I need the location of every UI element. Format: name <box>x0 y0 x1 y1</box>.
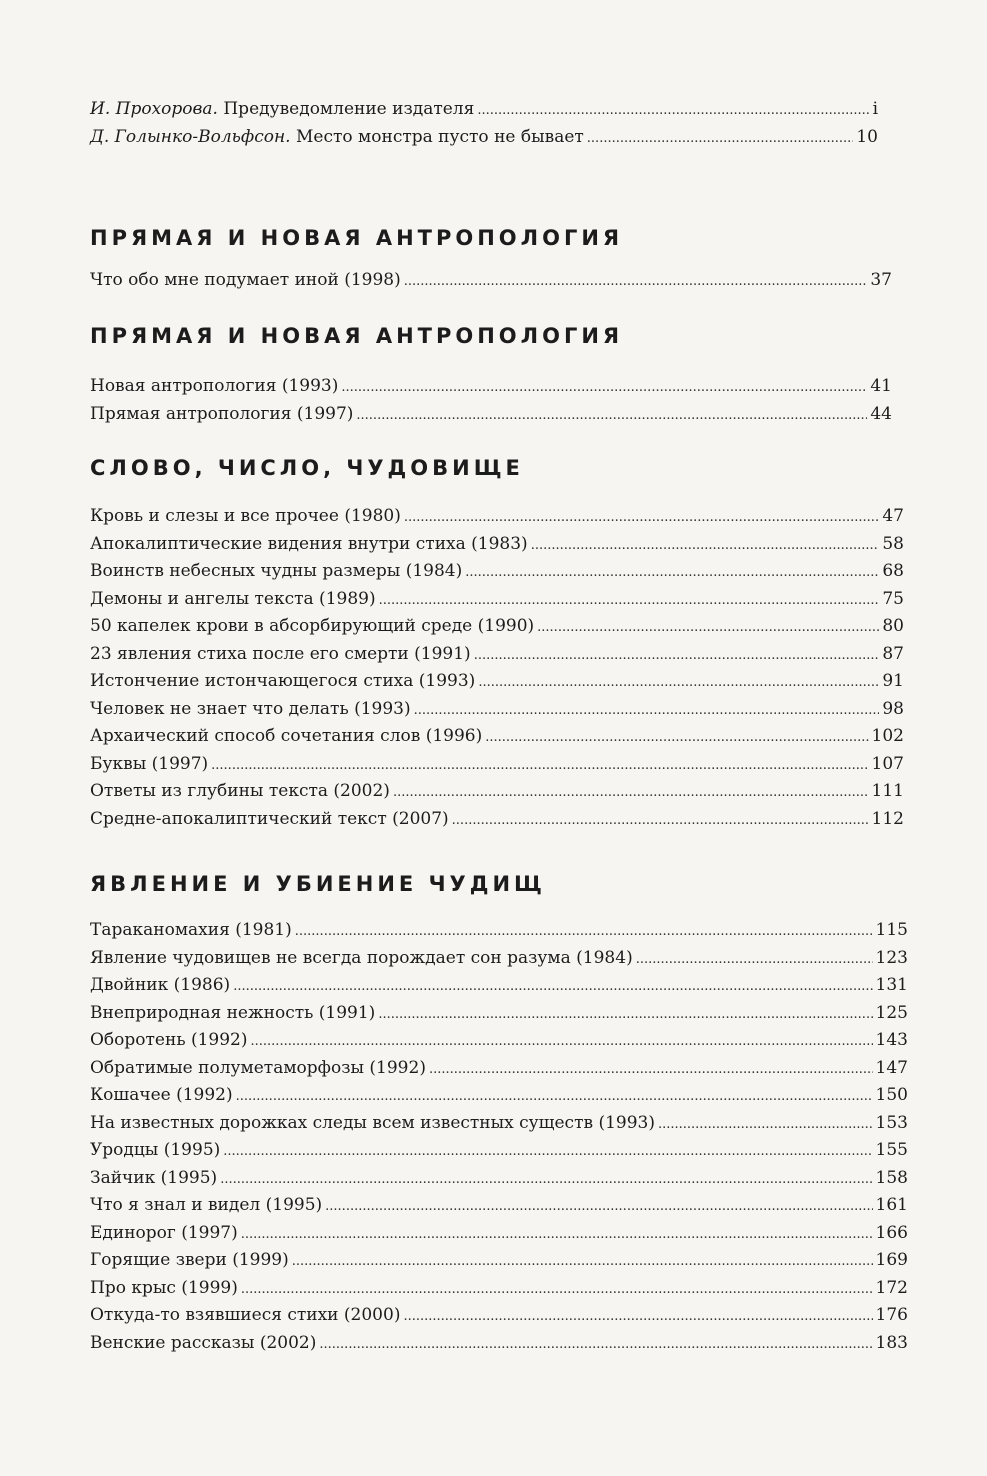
toc-entry <box>90 613 904 641</box>
entry-page: 147 <box>875 1057 908 1078</box>
dot-leader <box>220 1166 872 1194</box>
toc-entry <box>90 1220 908 1248</box>
dot-leader <box>414 697 880 725</box>
dot-leader <box>403 1303 872 1331</box>
toc-entry <box>90 503 904 531</box>
dot-leader <box>319 1331 872 1359</box>
entry-title <box>90 124 584 152</box>
entry-title: Зайчик (1995) <box>90 1167 218 1188</box>
dot-leader <box>251 1028 873 1056</box>
dot-leader <box>477 97 869 125</box>
toc-entry <box>90 778 904 806</box>
entry-page: 143 <box>875 1030 908 1050</box>
section-heading: СЛОВО, ЧИСЛО, ЧУДОВИЩЕ <box>90 456 524 480</box>
entry-title: Архаический способ сочетания слов (1996) <box>90 726 483 746</box>
entry-title: Новая антропология (1993) <box>90 376 339 396</box>
dot-leader <box>404 268 868 296</box>
entry-title: На известных дорожках следы всем известных существ (1993) <box>90 1112 655 1133</box>
entry-page: 123 <box>875 947 908 968</box>
toc-entry <box>90 401 892 429</box>
entry-title: Что обо мне подумает иной (1998) <box>90 270 401 290</box>
entry-title: 50 капелек крови в абсорбирующий среде (1990) <box>90 616 535 636</box>
entry-title: Апокалиптические видения внутри стиха (1983) <box>90 533 528 554</box>
toc-section <box>90 223 892 295</box>
entry-title: Венские рассказы (2002) <box>90 1332 317 1353</box>
entry-page: 91 <box>882 671 904 691</box>
entry-page: i <box>872 99 878 119</box>
toc-entry <box>90 531 904 559</box>
entry-title: 23 явления стиха после его смерти (1991) <box>90 643 471 664</box>
section-heading: ПРЯМАЯ И НОВАЯ АНТРОПОЛОГИЯ <box>90 324 624 348</box>
entry-page: 98 <box>882 698 904 719</box>
toc-entry <box>90 641 904 669</box>
entry-title: Кровь и слезы и все прочее (1980) <box>90 506 401 526</box>
entry-title: Истончение истончающегося стиха (1993) <box>90 671 476 691</box>
toc-entry <box>90 696 904 724</box>
entry-title: Ответы из глубины текста (2002) <box>90 781 390 801</box>
entry-page: 172 <box>875 1277 908 1298</box>
toc-entry <box>90 1000 908 1028</box>
entry-title: Прямая антропология (1997) <box>90 403 354 424</box>
entry-title: Буквы (1997) <box>90 753 209 774</box>
entry-page: 37 <box>870 270 892 290</box>
entry-page: 107 <box>871 753 904 774</box>
entry-title: Средне-апокалиптический текст (2007) <box>90 808 449 829</box>
entry-title: Воинств небесных чудны размеры (1984) <box>90 561 463 581</box>
entry-page: 111 <box>871 781 904 801</box>
entry-title: Горящие звери (1999) <box>90 1250 289 1270</box>
dot-leader <box>485 724 868 752</box>
toc-entry <box>90 1137 908 1165</box>
toc-entry <box>90 972 908 1000</box>
dot-leader <box>325 1193 872 1221</box>
toc-entry <box>90 723 904 751</box>
dot-leader <box>241 1221 873 1249</box>
dot-leader <box>474 642 880 670</box>
entry-page: 41 <box>870 376 892 396</box>
section-heading: ПРЯМАЯ И НОВАЯ АНТРОПОЛОГИЯ <box>90 226 624 250</box>
dot-leader <box>658 1111 873 1139</box>
entry-page: 169 <box>875 1250 908 1270</box>
entry-page: 176 <box>875 1305 908 1325</box>
entry-title: Оборотень (1992) <box>90 1030 248 1050</box>
toc-entry <box>90 267 892 295</box>
section-heading: ЯВЛЕНИЕ И УБИЕНИЕ ЧУДИЩ <box>90 872 546 896</box>
toc-entry <box>90 1165 908 1193</box>
entry-page: 166 <box>875 1222 908 1243</box>
entry-title: Демоны и ангелы текста (1989) <box>90 588 376 609</box>
entry-title: Кошачее (1992) <box>90 1085 233 1105</box>
entry-author: Д. Голынко-Вольфсон. <box>90 126 291 147</box>
entry-page: 87 <box>882 643 904 664</box>
entry-text: Предуведомление издателя <box>217 99 475 119</box>
entry-page: 125 <box>875 1002 908 1023</box>
entry-page: 10 <box>856 126 878 147</box>
toc-entry <box>90 751 904 779</box>
toc-entry <box>90 1302 908 1330</box>
dot-leader <box>393 779 869 807</box>
dot-leader <box>537 614 879 642</box>
entry-page: 161 <box>875 1195 908 1215</box>
toc-entry <box>90 124 878 152</box>
entry-page: 115 <box>875 920 908 940</box>
toc-section <box>90 321 892 428</box>
entry-page: 131 <box>875 975 908 995</box>
entry-title: Что я знал и видел (1995) <box>90 1195 323 1215</box>
dot-leader <box>236 1083 873 1111</box>
entry-title: Двойник (1986) <box>90 975 231 995</box>
dot-leader <box>295 918 873 946</box>
entry-title: Явление чудовищев не всегда порождает сон разума (1984) <box>90 947 633 968</box>
entry-page: 68 <box>882 561 904 581</box>
toc-entry <box>90 1192 908 1220</box>
toc-entry <box>90 1055 908 1083</box>
entry-page: 58 <box>882 533 904 554</box>
entry-title: Внеприродная нежность (1991) <box>90 1002 376 1023</box>
dot-leader <box>379 587 880 615</box>
toc-entry <box>90 373 892 401</box>
toc-entry <box>90 1247 908 1275</box>
toc-entry <box>90 1275 908 1303</box>
dot-leader <box>233 973 872 1001</box>
toc-entry <box>90 668 904 696</box>
toc-entry <box>90 1027 908 1055</box>
dot-leader <box>341 374 867 402</box>
toc-entry <box>90 806 904 834</box>
entry-author: И. Прохорова. <box>90 99 218 119</box>
dot-leader <box>292 1248 873 1276</box>
entry-page: 153 <box>875 1112 908 1133</box>
dot-leader <box>404 504 880 532</box>
entry-page: 150 <box>875 1085 908 1105</box>
dot-leader <box>223 1138 872 1166</box>
entry-page: 183 <box>875 1332 908 1353</box>
toc-section <box>90 869 908 1357</box>
dot-leader <box>587 125 854 153</box>
dot-leader <box>356 402 867 430</box>
entry-page: 47 <box>882 506 904 526</box>
entry-text: Место монстра пусто не бывает <box>290 126 584 147</box>
entry-page: 75 <box>882 588 904 609</box>
dot-leader <box>211 752 868 780</box>
entry-title: Откуда-то взявшиеся стихи (2000) <box>90 1305 401 1325</box>
entry-title: Человек не знает что делать (1993) <box>90 698 411 719</box>
dot-leader <box>636 946 873 974</box>
entry-page: 158 <box>875 1167 908 1188</box>
entry-title: Про крыс (1999) <box>90 1277 238 1298</box>
dot-leader <box>378 1001 872 1029</box>
entry-title: Единорог (1997) <box>90 1222 238 1243</box>
entry-title: Тараканомахия (1981) <box>90 920 292 940</box>
dot-leader <box>241 1276 873 1304</box>
dot-leader <box>429 1056 873 1084</box>
toc-intro <box>90 96 878 151</box>
entry-title: Обратимые полуметаморфозы (1992) <box>90 1057 426 1078</box>
dot-leader <box>465 559 879 587</box>
toc-entry <box>90 1110 908 1138</box>
entry-title <box>90 96 474 124</box>
toc-entry <box>90 96 878 124</box>
dot-leader <box>531 532 880 560</box>
dot-leader <box>452 807 869 835</box>
toc-section <box>90 453 904 833</box>
section-entries <box>90 917 908 1357</box>
entry-page: 112 <box>871 808 904 829</box>
entry-page: 102 <box>871 726 904 746</box>
section-entries <box>90 503 904 833</box>
toc-entry <box>90 586 904 614</box>
toc-entry <box>90 1082 908 1110</box>
toc-entry <box>90 917 908 945</box>
toc-entry <box>90 558 904 586</box>
entry-page: 80 <box>882 616 904 636</box>
entry-page: 155 <box>875 1140 908 1160</box>
dot-leader <box>478 669 879 697</box>
entry-title: Уродцы (1995) <box>90 1140 221 1160</box>
toc-entry <box>90 1330 908 1358</box>
entry-page: 44 <box>870 403 892 424</box>
toc-entry <box>90 945 908 973</box>
